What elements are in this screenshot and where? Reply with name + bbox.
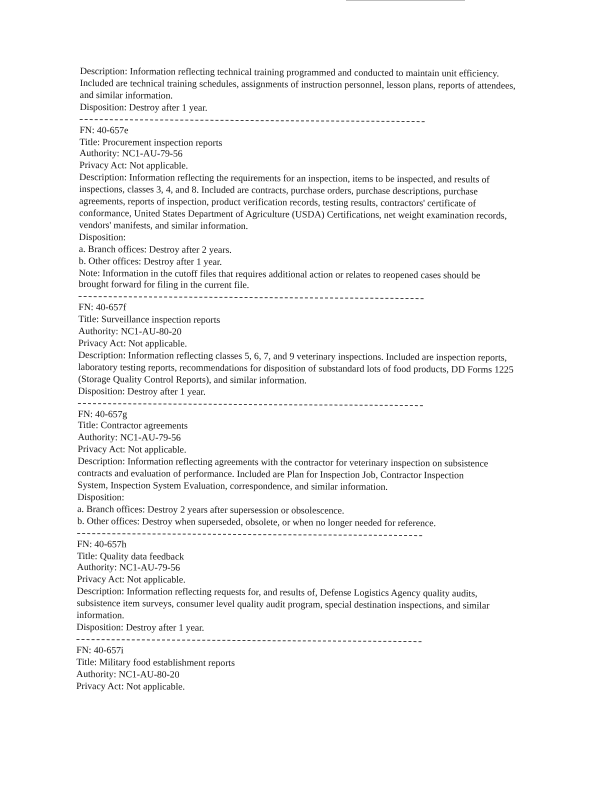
record-description: Description: Information reflecting classes 5, 6, 7, and 9 veterinary inspections. Included are inspection reports, laboratory testing reports, recommendations for disposition of substandard lots of food products, DD Forms 1225 (Storage Quality Control Reports), and similar information. — [78, 349, 514, 387]
record-privacy-act: Privacy Act: Not applicable. — [77, 444, 187, 456]
record-40-657h — [77, 539, 538, 637]
record-40-657g — [77, 409, 538, 531]
record-disposition-a: a. Branch offices: Destroy after 2 years. — [78, 243, 232, 256]
record-title: Title: Quality data feedback — [76, 550, 185, 563]
record-fn: FN: 40-657h — [77, 538, 127, 550]
record-fn: FN: 40-657i — [76, 644, 124, 657]
record-fn: FN: 40-657g — [77, 408, 128, 420]
record-authority: Authority: NC1-AU-80-20 — [78, 326, 182, 338]
record-note: Note: Information in the cutoff files that requires additional action or relates to reopened cases should be brought forward for filing in the current file. — [78, 267, 481, 292]
record-disposition-a: a. Branch offices: Destroy 2 years after supersession or obsolescence. — [77, 503, 345, 517]
separator-line — [80, 119, 425, 123]
record-privacy-act: Privacy Act: Not applicable. — [79, 160, 189, 173]
record-disposition: Disposition: Destroy after 1 year. — [77, 385, 206, 398]
record-40-657f — [78, 302, 539, 400]
record-fn: FN: 40-657f — [78, 302, 127, 314]
record-privacy-act: Privacy Act: Not applicable. — [76, 574, 186, 586]
record-40-657e — [79, 125, 540, 294]
separator-line — [78, 403, 423, 407]
scan-edge-line — [346, 0, 465, 1]
record-intro — [80, 66, 540, 116]
record-privacy-act: Privacy Act: Not applicable. — [76, 680, 185, 693]
record-authority: Authority: NC1-AU-80-20 — [76, 668, 180, 681]
record-disposition-label: Disposition: — [77, 491, 125, 504]
record-disposition-b: b. Other offices: Destroy when superseded, obsolete, or when no longer needed for reference. — [77, 515, 436, 529]
record-disposition-b: b. Other offices: Destroy after 1 year. — [78, 255, 222, 268]
record-fn: FN: 40-657e — [79, 124, 129, 136]
separator-line — [77, 533, 422, 537]
record-title: Title: Contractor agreements — [77, 420, 188, 433]
record-authority: Authority: NC1-AU-79-56 — [76, 562, 181, 575]
separator-line — [76, 639, 421, 643]
record-disposition: Disposition: Destroy after 1 year. — [79, 101, 208, 114]
separator-line — [79, 296, 424, 300]
record-disposition-label: Disposition: — [78, 231, 126, 244]
record-title: Title: Military food establishment reports — [76, 656, 235, 669]
record-description: Description: Information reflecting technical training programmed and conducted to maintain unit efficiency. Included are technical training schedules, assignments of instruction personnel, lesson plans, reports of attendees, and similar information. — [79, 66, 516, 102]
record-disposition: Disposition: Destroy after 1 year. — [76, 621, 205, 634]
record-title: Title: Surveillance inspection reports — [78, 314, 221, 327]
record-title: Title: Procurement inspection reports — [79, 136, 223, 149]
record-authority: Authority: NC1-AU-79-56 — [77, 432, 181, 444]
record-authority: Authority: NC1-AU-79-56 — [79, 148, 183, 161]
record-description: Description: Information reflecting the requirements for an inspection, items to be inspected, and results of inspections, classes 3, 4, and 8. Included are contracts, purchase orders, purchase descriptions, purchase agreements, reports of inspection, product verification records, testing results, contractors' certificate of conformance, United States Department of Agriculture (USDA) Certifications, net weight examination records, vendors' manifests, and similar information. — [78, 172, 507, 232]
record-description: Description: Information reflecting agreements with the contractor for veterinary inspection on subsistence contracts and evaluation of performance. Included are Plan for Inspection Job, Contractor Inspection System, Inspection System Evaluation, correspondence, and similar information. — [77, 456, 489, 493]
record-privacy-act: Privacy Act: Not applicable. — [78, 338, 188, 350]
document-page — [76, 66, 540, 695]
record-description: Description: Information reflecting requests for, and results of, Defense Logistics Agency quality audits, subsistence item surveys, consumer level quality audit program, special destination inspections, and similar information. — [76, 586, 490, 622]
record-40-657i — [76, 645, 536, 695]
